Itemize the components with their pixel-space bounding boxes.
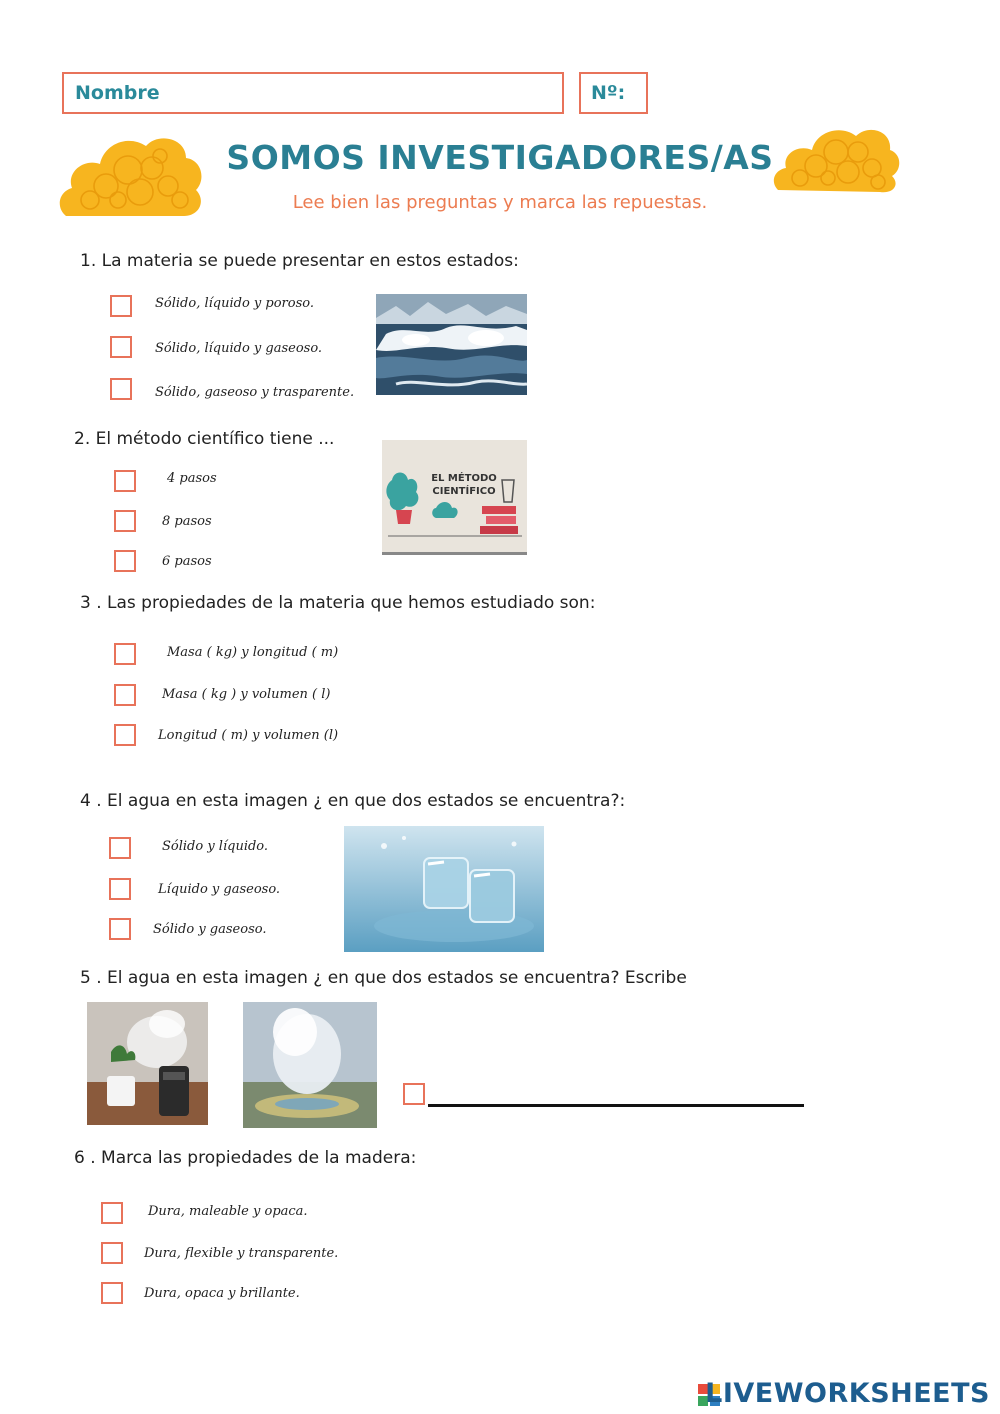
option-q2-a: 4 pasos	[167, 471, 217, 486]
question-3: 3 . Las propiedades de la materia que hemos estudiado son:	[80, 593, 596, 613]
option-q6-c: Dura, opaca y brillante.	[144, 1286, 300, 1301]
scientific-method-image-text: EL MÉTODO CIENTÍFICO	[431, 473, 497, 497]
checkbox-q6-a[interactable]	[101, 1202, 123, 1224]
ice-cubes-image	[344, 826, 544, 952]
option-q3-c: Longitud ( m) y volumen (l)	[158, 728, 339, 743]
checkbox-q4-c[interactable]	[109, 918, 131, 940]
checkbox-q3-b[interactable]	[114, 684, 136, 706]
checkbox-q3-c[interactable]	[114, 724, 136, 746]
option-q2-c: 6 pasos	[162, 554, 212, 569]
option-q1-b: Sólido, líquido y gaseoso.	[155, 341, 323, 356]
number-label: Nº:	[591, 82, 626, 104]
option-q4-b: Líquido y gaseoso.	[158, 882, 281, 897]
checkbox-q4-b[interactable]	[109, 878, 131, 900]
option-q1-c: Sólido, gaseoso y trasparente.	[155, 385, 355, 400]
question-4: 4 . El agua en esta imagen ¿ en que dos estados se encuentra?:	[80, 791, 626, 811]
checkbox-q2-c[interactable]	[114, 550, 136, 572]
page-subtitle: Lee bien las preguntas y marca las repuestas.	[292, 192, 708, 213]
question-6: 6 . Marca las propiedades de la madera:	[74, 1148, 417, 1168]
humidifier-image	[87, 1002, 208, 1125]
option-q4-c: Sólido y gaseoso.	[153, 922, 267, 937]
option-q6-a: Dura, maleable y opaca.	[148, 1204, 308, 1219]
option-q2-b: 8 pasos	[162, 514, 212, 529]
checkbox-q1-b[interactable]	[110, 336, 132, 358]
checkbox-q1-c[interactable]	[110, 378, 132, 400]
option-q6-b: Dura, flexible y transparente.	[144, 1246, 339, 1261]
name-label: Nombre	[75, 82, 160, 104]
scientific-method-image	[382, 440, 527, 555]
option-q3-b: Masa ( kg ) y volumen ( l)	[162, 687, 331, 702]
geyser-image	[243, 1002, 377, 1128]
answer-line-q5[interactable]	[428, 1104, 804, 1107]
checkbox-q3-a[interactable]	[114, 643, 136, 665]
question-1: 1. La materia se puede presentar en estos estados:	[80, 251, 519, 271]
checkbox-q2-b[interactable]	[114, 510, 136, 532]
checkbox-q6-c[interactable]	[101, 1282, 123, 1304]
question-5: 5 . El agua en esta imagen ¿ en que dos estados se encuentra? Escribe	[80, 968, 687, 988]
option-q4-a: Sólido y líquido.	[162, 839, 269, 854]
page-title: SOMOS INVESTIGADORES/AS	[226, 138, 774, 177]
checkbox-q5[interactable]	[403, 1083, 425, 1105]
question-2: 2. El método científico tiene ...	[74, 429, 335, 449]
liveworksheets-logo-text: LIVEWORKSHEETS	[705, 1378, 990, 1409]
checkbox-q6-b[interactable]	[101, 1242, 123, 1264]
option-q3-a: Masa ( kg) y longitud ( m)	[167, 645, 339, 660]
checkbox-q2-a[interactable]	[114, 470, 136, 492]
option-q1-a: Sólido, líquido y poroso.	[155, 296, 314, 311]
checkbox-q4-a[interactable]	[109, 837, 131, 859]
snowy-stream-image	[376, 294, 527, 395]
checkbox-q1-a[interactable]	[110, 295, 132, 317]
